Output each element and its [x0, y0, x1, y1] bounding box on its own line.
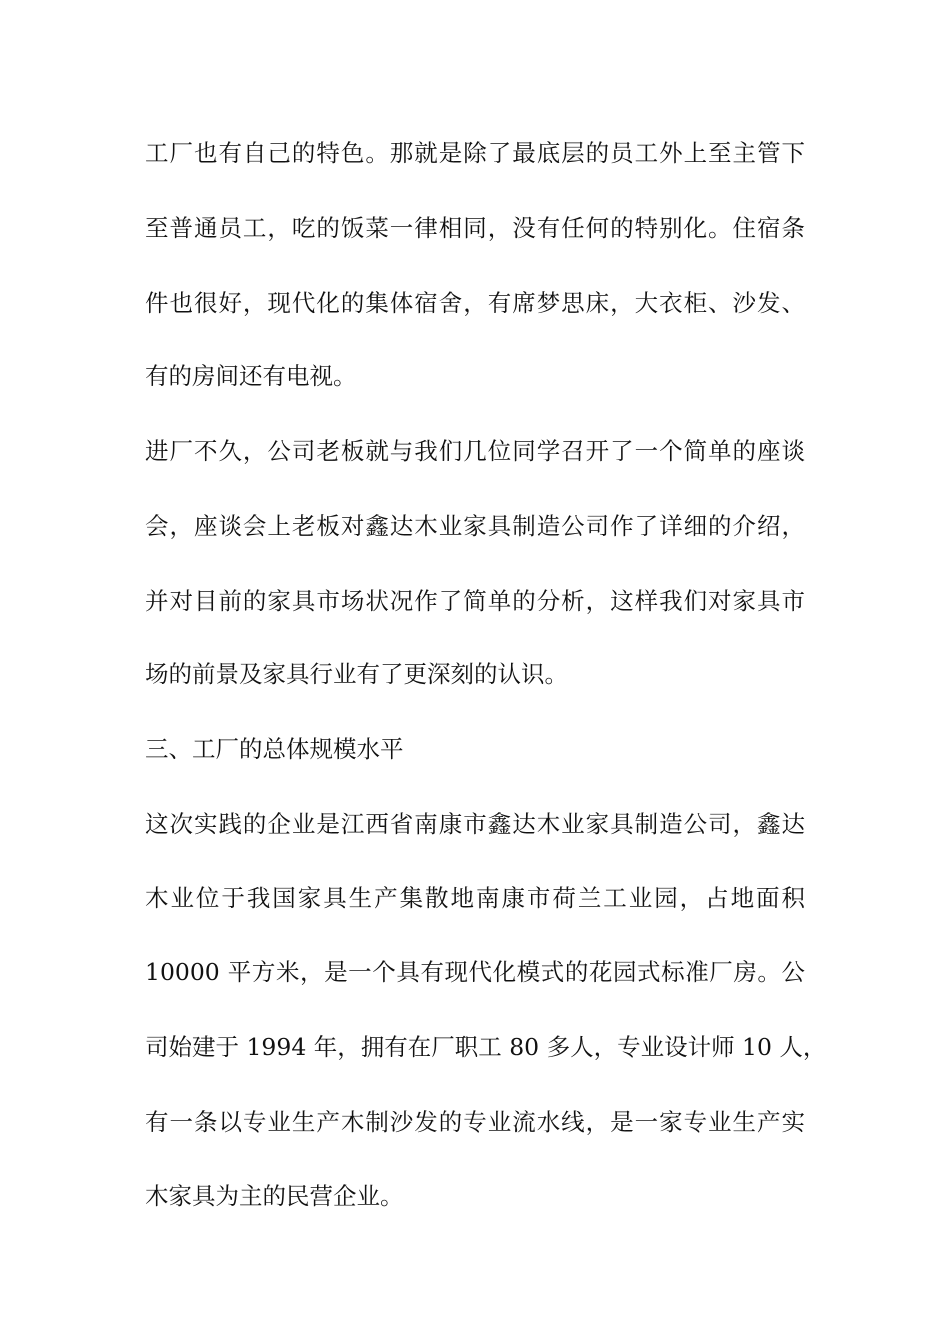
paragraph-line: 有一条以专业生产木制沙发的专业流水线，是一家专业生产实: [145, 1108, 805, 1136]
paragraph-line: 工厂也有自己的特色。那就是除了最底层的员工外上至主管下: [145, 139, 805, 167]
paragraph-line: 10000 平方米，是一个具有现代化模式的花园式标准厂房。公: [145, 958, 805, 986]
paragraph-line: 会，座谈会上老板对鑫达木业家具制造公司作了详细的介绍，: [145, 512, 805, 540]
paragraph-line: 司始建于 1994 年，拥有在厂职工 80 多人，专业设计师 10 人，: [145, 1033, 827, 1061]
paragraph-line: 这次实践的企业是江西省南康市鑫达木业家具制造公司，鑫达: [145, 810, 805, 838]
paragraph-line: 场的前景及家具行业有了更深刻的认识。: [145, 660, 568, 688]
paragraph-line: 并对目前的家具市场状况作了简单的分析，这样我们对家具市: [145, 587, 805, 615]
paragraph-line: 件也很好，现代化的集体宿舍，有席梦思床，大衣柜、沙发、: [145, 289, 805, 317]
paragraph-line: 木业位于我国家具生产集散地南康市荷兰工业园，占地面积: [145, 884, 805, 912]
paragraph-line: 进厂不久，公司老板就与我们几位同学召开了一个简单的座谈: [145, 437, 805, 465]
paragraph-line: 有的房间还有电视。: [145, 362, 357, 390]
paragraph-line: 木家具为主的民营企业。: [145, 1182, 404, 1210]
section-heading: 三、工厂的总体规模水平: [145, 735, 404, 763]
paragraph-line: 至普通员工，吃的饭菜一律相同，没有任何的特别化。住宿条: [145, 214, 805, 242]
